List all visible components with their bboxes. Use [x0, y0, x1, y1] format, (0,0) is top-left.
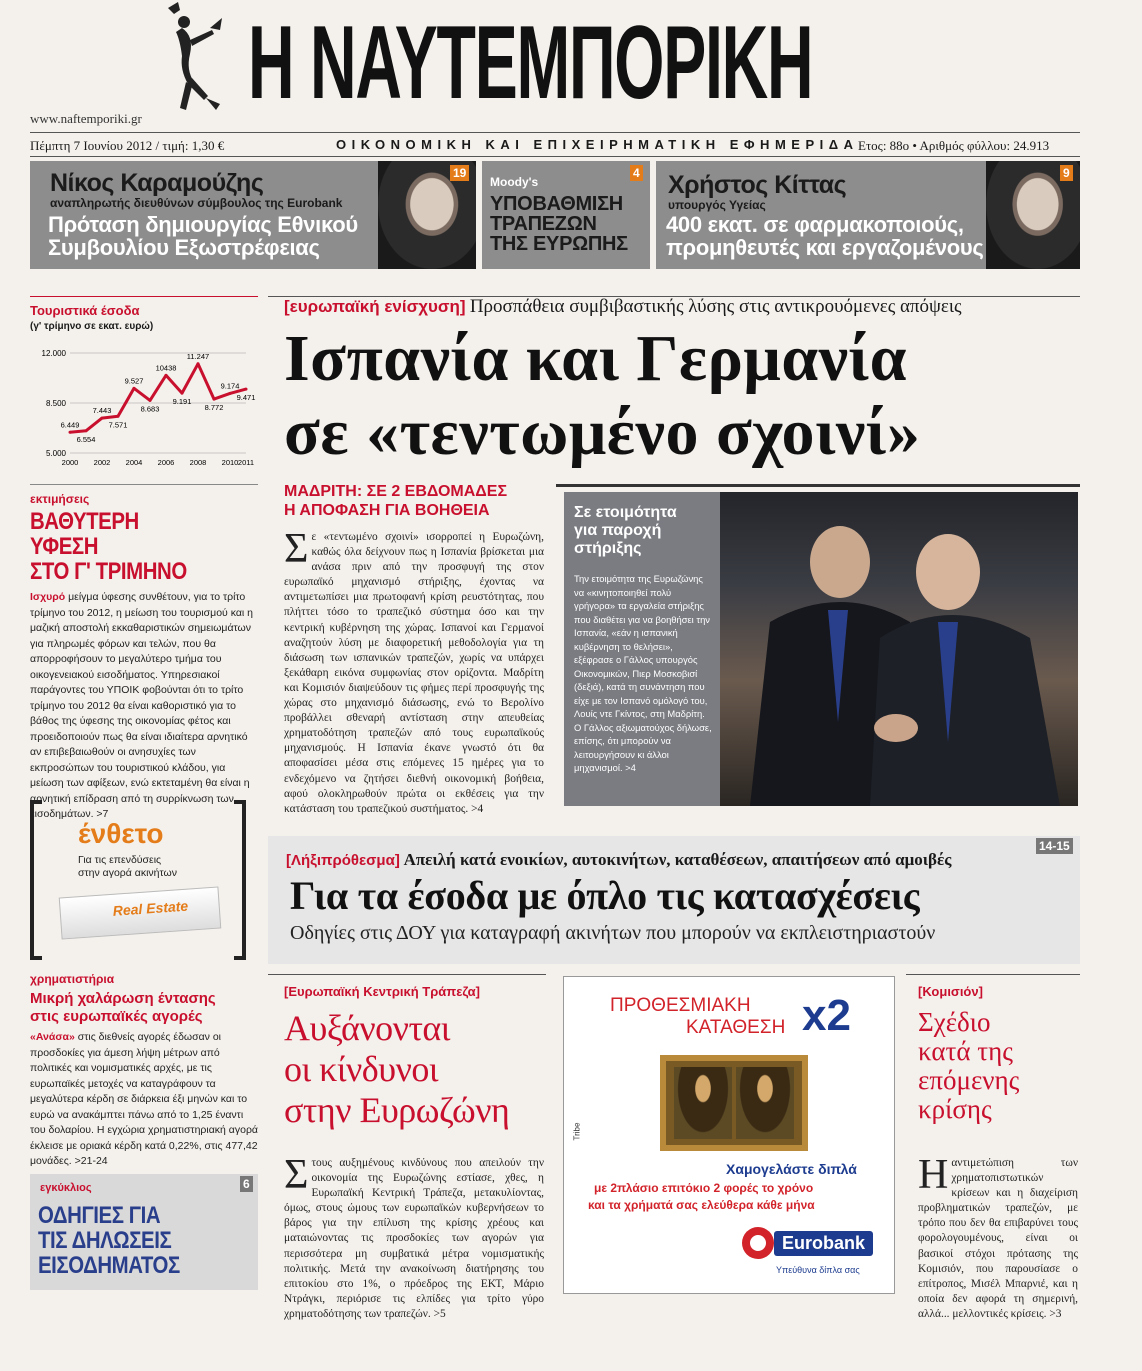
chart-x-tick: 2000	[61, 458, 79, 467]
commission-top-rule	[906, 974, 1080, 975]
teaser-name: Χρήστος Κίττας	[668, 171, 847, 199]
chart-y-tick: 8.500	[45, 399, 66, 408]
photo-top-rule	[556, 484, 1080, 487]
left-headline-line[interactable]: ΒΑΘΥΤΕΡΗ	[30, 508, 139, 535]
photo-figures	[720, 492, 1078, 806]
page-tag: 9	[1060, 165, 1073, 181]
chart-point	[165, 374, 168, 377]
main-headline-line[interactable]: Ισπανία και Γερμανία	[284, 322, 907, 395]
chart-point	[85, 429, 88, 432]
article-text: ε «τεντωμένο σχοινί» ισορροπεί η Ευρωζώνη, καθώς όλα δείχνουν πως η Ισπανία βρίσκεται μια ανάσα πριν από την προσφυγή της στον ευρωπαϊκό μηχανισμό στήριξης, έχοντας να αντιμετωπίσει μια πρωτοφανή κρίση ρευστότητας, που πλήττει τόσο το τραπεζικό σύστημα όσο και την κεντρική κυβέρνηση της χώρας. Ισπανοί και Γερμανοί αναζητούν λύση με διαφορετική μεθοδολογία για τη διάσωση των ισπανικών τραπεζών, χωρίς να υπάρχει ξεκάθαρη εικόνα συμφωνίας στον ορίζοντα. Μαδρίτη και Κομισιόν διαψεύδουν τις φήμες περί προσφυγής της χώρας στο μηχανισμό διάσωσης, ενώ το Βερολίνο προβάλλει σθεναρή αντίσταση στην απευθείας χρηματοδότηση τραπεζών από τους ευρωπαϊκούς μηχανισμούς. Η Ισπανία έκανε γνωστό ότι θα αποφασίσει μέσα στις επόμενες 15 ημέρες για το ενδεχόμενο να ζητήσει διεθνή οικονομική βοήθεια, αφού ολοκληρωθούν πρώτα οι εκθέσεις για την κατάσταση του τραπεζικού συστήματος. >4	[284, 531, 544, 815]
dropcap: Σ	[284, 526, 309, 572]
chart-point	[181, 392, 184, 395]
lead-word: Ισχυρό	[30, 591, 66, 603]
photo-caption-box	[564, 492, 720, 806]
eurobank-logo-icon	[742, 1227, 774, 1259]
article-text: τους αυξημένους κινδύνους που απειλούν την οικονομία της Ευρωζώνης εστίασε, χθες, η Ευρωπαϊκή Κεντρική Τράπεζα, μετακυλίοντας, όμως, στους ώμους των ευρωπαϊκών κυβερνήσεων το βάρος για την επίλυση της κρίσης χρέους και ματαιώνοντας τις προσδοκίες των αγορών για περισσότερα μη συμβατικά μέτρα νομισματικής πολιτικής. Μετά την ανακοίνωση διατήρησης του επιτοκίου στο 1%, ο πρόεδρος της ΕΚΤ, Μάριο Ντράγκι, περιόρισε τις ελπίδες για τρίτο γύρο χρηματοδότησης των τραπεζών. >5	[284, 1157, 544, 1320]
ad-title-line: ΠΡΟΘΕΣΜΙΑΚΗ	[610, 995, 751, 1016]
chart-point	[101, 417, 104, 420]
left-headline-line[interactable]: στις ευρωπαϊκές αγορές	[30, 1008, 203, 1025]
mona-lisa-left-icon	[674, 1067, 732, 1139]
teaser-headline-line: προμηθευτές και εργαζομένους	[666, 235, 984, 260]
chart-data-label: 8.683	[140, 404, 160, 414]
teaser-headline-line: ΤΡΑΠΕΖΩΝ	[490, 213, 597, 235]
eurobank-ad[interactable]	[563, 976, 895, 1294]
chart-title: Τουριστικά έσοδα	[30, 303, 140, 318]
ecb-headline-line[interactable]: στην Ευρωζώνη	[284, 1090, 510, 1130]
page-tag: 14-15	[1036, 838, 1073, 854]
ad-brand: Eurobank	[774, 1231, 873, 1256]
caption-headline-line: Σε ετοιμότητα	[574, 504, 677, 521]
chart-plot	[30, 341, 258, 469]
chart-point	[117, 415, 120, 418]
article-text: μείγμα ύφεσης συνθέτουν, για το τρίτο τρίμηνο του 2012, η μείωση του τουρισμού και η μαζική αποστολή εκκαθαριστικών σημειωμάτων για πληρωμές φόρων και τελών, που θα απορροφήσουν το μεγαλύτερο τμήμα του οικογενειακού εισοδήματος. Υπηρεσιακοί παράγοντες του ΥΠΟΙΚ φοβούνται ότι το τρίτο τρίμηνο του 2012 θα είναι καθοριστικό για το βάθος της ύφεσης της οικονομίας φέτος και προειδοποιούν πως θα είναι ιδιαίτερα αρνητικό αν επιβεβαιωθούν οι ανησυχίες των εκπροσώπων του τουριστικού κλάδου, για μείωση των αφίξεων, ενώ εκτεταμένη θα είναι η αρνητική επίδραση από τη συρρίκνωση των εισοδημάτων. >7	[30, 591, 253, 820]
main-deck-line	[284, 296, 962, 318]
chart-point	[213, 398, 216, 401]
lead-word: «Ανάσα»	[30, 1031, 75, 1043]
band-headline[interactable]: Για τα έσοδα με όπλο τις κατασχέσεις	[290, 873, 920, 918]
main-subhead: Η ΑΠΟΦΑΣΗ ΓΙΑ ΒΟΗΘΕΙΑ	[284, 502, 490, 519]
ad-title-line: ΚΑΤΑΘΕΣΗ	[686, 1017, 786, 1038]
chart-data-label: 6.554	[76, 434, 96, 444]
ecb-headline-line[interactable]: Αυξάνονται	[284, 1008, 450, 1048]
insert-title: ένθετο	[78, 818, 164, 849]
chart-data-label: 6.449	[60, 420, 80, 430]
chart-y-tick: 12.000	[41, 349, 66, 358]
chart-point	[149, 399, 152, 402]
main-article-body	[284, 526, 544, 815]
chart-x-tick: 2011	[237, 458, 255, 467]
left-article-body	[30, 1030, 260, 1170]
left-article-body	[30, 590, 258, 823]
ministers-handshake-photo[interactable]	[720, 492, 1078, 806]
ad-line: με 2πλάσιο επιτόκιο 2 φορές το χρόνο	[594, 1181, 814, 1195]
dropcap: Η	[918, 1152, 949, 1198]
left-headline-line[interactable]: ΣΤΟ Γ' ΤΡΙΜΗΝΟ	[30, 558, 187, 585]
main-subhead: ΜΑΔΡΙΤΗ: ΣΕ 2 ΕΒΔΟΜΑΔΕΣ	[284, 483, 508, 500]
hermes-logo-icon	[150, 0, 242, 118]
chart-point	[69, 431, 72, 434]
teaser-kicker: Moody's	[490, 175, 539, 189]
band-subhead: Οδηγίες στις ΔΟΥ για καταγραφή ακινήτων που μπορούν να εκπλειστηριαστούν	[290, 922, 936, 944]
divider	[30, 484, 258, 485]
band-deck: Απειλή κατά ενοικίων, αυτοκινήτων, καταθέσεων, απαιτήσεων από αμοιβές	[403, 850, 952, 869]
commission-article-body	[918, 1152, 1078, 1320]
main-kicker: [ευρωπαϊκή ενίσχυση]	[284, 297, 466, 316]
teaser-karamouzis[interactable]	[30, 161, 476, 269]
left-headline-line[interactable]: ΥΦΕΣΗ	[30, 533, 99, 560]
ad-slogan: Χαμογελάστε διπλά	[726, 1161, 857, 1177]
chart-point	[197, 362, 200, 365]
insert-box[interactable]	[30, 800, 246, 960]
commission-headline-line[interactable]: επόμενης	[918, 1065, 1020, 1095]
ecb-kicker: [Ευρωπαϊκή Κεντρική Τράπεζα]	[284, 984, 480, 999]
left-headline-line[interactable]: Μικρή χαλάρωση έντασης	[30, 990, 216, 1007]
ad-line: και τα χρήματά σας ελεύθερα κάθε μήνα	[588, 1198, 815, 1212]
band-deck-line	[286, 850, 951, 870]
article-text: αντιμετώπιση των χρηματοπιστωτικών κρίσεων και η διαχείριση προβληματικών τραπεζών, με τρόπο που δεν θα επιβαρύνει τους φορολογουμένους, είναι οι βασικοί στόχοι πρότασης της Κομισιόν, που παρουσίασε ο επίτροπος, Μισέλ Μπαρνιέ, και η οποία δεν αφορά τη σημερινή, αλλά... μελλοντικές κρίσεις. >3	[918, 1157, 1078, 1320]
page-tag: 6	[240, 1176, 253, 1192]
tagline: ΟΙΚΟΝΟΜΙΚΗ ΚΑΙ ΕΠΙΧΕΙΡΗΜΑΤΙΚΗ ΕΦΗΜΕΡΙΔΑ	[336, 137, 859, 152]
issue-number: Ετος: 88ο • Αριθμός φύλλου: 24.913	[858, 138, 1050, 153]
band-kicker: [Λήξιπρόθεσμα]	[286, 852, 400, 869]
chart-data-label: 9.174	[220, 381, 240, 391]
chart-x-tick: 2010	[221, 458, 239, 467]
chart-x-tick: 2002	[93, 458, 111, 467]
ecb-top-rule	[268, 974, 546, 975]
article-text: στις διεθνείς αγορές έδωσαν οι προσδοκίες για άμεση λήψη μέτρων από πολιτικές και νομισματικές αρχές, με τις ευρωπαϊκές μετοχές να καταγράφουν τα μεγαλύτερα κέρδη σε διάρκεια έξι μηνών και το ευρώ να ανακάμπτει πάνω από το 1,25 έναντι του δολαρίου. Η εγχώρια χρηματιστηριακή αγορά έκλεισε με οριακά κέρδη κατά 0,22%, στις 477,42 μονάδες. >21-24	[30, 1031, 258, 1167]
teaser-kittas[interactable]	[656, 161, 1080, 269]
rolled-newspaper	[59, 886, 222, 939]
commission-headline-line[interactable]: κρίσης	[918, 1094, 992, 1124]
ecb-headline-line[interactable]: οι κίνδυνοι	[284, 1049, 439, 1089]
left-headline-line: ΕΙΣΟΔΗΜΑΤΟΣ	[38, 1252, 180, 1279]
dateline: Πέμπτη 7 Ιουνίου 2012 / τιμή: 1,30 €	[30, 138, 225, 153]
section-kicker: εγκύκλιος	[40, 1182, 92, 1194]
chart-point	[245, 388, 248, 391]
chart-point	[133, 387, 136, 390]
insert-text: Για τις επενδύσεις	[78, 854, 162, 866]
commission-headline-line[interactable]: Σχέδιο	[918, 1007, 991, 1037]
chart-subtitle: (γ' τρίμηνο σε εκατ. ευρώ)	[30, 321, 154, 332]
section-kicker: χρηματιστήρια	[30, 972, 115, 986]
masthead-rule	[30, 132, 1080, 133]
circular-box[interactable]	[30, 1174, 258, 1290]
bracket-right	[234, 800, 246, 960]
commission-kicker: [Κομισιόν]	[918, 984, 983, 999]
masthead-rule-bottom	[30, 156, 1080, 157]
insert-paper-title: Real Estate	[112, 897, 189, 919]
main-headline-line[interactable]: σε «τεντωμένο σχοινί»	[284, 396, 921, 469]
teaser-headline-line: 400 εκατ. σε φαρμακοποιούς,	[666, 212, 964, 237]
left-headline-line: ΟΔΗΓΙΕΣ ΓΙΑ	[38, 1202, 161, 1229]
teaser-role: υπουργός Υγείας	[668, 198, 766, 212]
teaser-headline-line: ΥΠΟΒΑΘΜΙΣΗ	[490, 193, 623, 215]
site-url[interactable]: www.naftemporiki.gr	[30, 111, 142, 126]
chart-data-label: 9.527	[124, 376, 144, 386]
bracket-left	[30, 800, 42, 960]
chart-data-label: 9.471	[236, 393, 256, 403]
teaser-name: Νίκος Καραμούζης	[50, 169, 264, 197]
caption-text: Την ετοιμότητα της Ευρωζώνης να «κινητοποιηθεί πολύ γρήγορα» τα εργαλεία στήριξης που διαθέτει για να βοηθήσει την Ισπανία, «εάν η ισπανική κυβέρνηση το θελήσει», εξέφρασε ο Γάλλος υπουργός Οικονομικών, Πιερ Μοσκοβισί (δεξιά), κατά τη συνάντηση που είχε με τον Ισπανό ομόλογό του, Λουίς ντε Γκίντος, στη Μαδρίτη. Ο Γάλλος αξιωματούχος δήλωσε, επίσης, ότι μπορούν να λειτουργήσουν κι άλλοι μηχανισμοί. >4	[574, 573, 712, 773]
chart-x-tick: 2006	[157, 458, 175, 467]
chart-data-label: 9.191	[172, 397, 192, 407]
chart-point	[229, 392, 232, 395]
chart-x-tick: 2004	[125, 458, 143, 467]
ad-multiplier: x2	[802, 991, 851, 1040]
seizures-band[interactable]	[268, 836, 1080, 964]
chart-data-label: 8.772	[204, 403, 224, 413]
teaser-role: αναπληρωτής διευθύνων σύμβουλος της Eurobank	[50, 196, 343, 210]
dropcap: Σ	[284, 1152, 309, 1198]
ad-agency: Tribe	[572, 1122, 582, 1141]
section-kicker: εκτιμήσεις	[30, 492, 90, 506]
teaser-moodys[interactable]	[482, 161, 650, 269]
page-tag: 19	[450, 165, 469, 181]
page-tag: 4	[630, 165, 643, 181]
chart-data-label: 7.571	[108, 420, 128, 430]
tourism-revenue-chart	[30, 297, 258, 479]
insert-text: στην αγορά ακινήτων	[78, 867, 177, 879]
caption-headline-line: για παροχή	[574, 522, 662, 539]
chart-series-line	[70, 364, 246, 433]
mona-lisa-frame	[660, 1055, 808, 1151]
masthead-title: Η ΝΑΥΤΕΜΠΟΡΙΚΗ	[248, 5, 813, 121]
teaser-headline-line: ΤΗΣ ΕΥΡΩΠΗΣ	[490, 233, 628, 255]
teaser-headline-line: Πρόταση δημιουργίας Εθνικού	[48, 212, 358, 237]
commission-headline-line[interactable]: κατά της	[918, 1036, 1013, 1066]
ad-brand-tag: Υπεύθυνα δίπλα σας	[776, 1265, 860, 1275]
mona-lisa-right-icon	[736, 1067, 794, 1139]
teaser-headline-line: Συμβουλίου Εξωστρέφειας	[48, 235, 320, 260]
caption-headline-line: στήριξης	[574, 540, 642, 557]
left-headline-line: ΤΙΣ ΔΗΛΩΣΕΙΣ	[38, 1227, 172, 1254]
chart-data-label: 10438	[155, 363, 177, 373]
ecb-article-body	[284, 1152, 544, 1320]
chart-data-label: 11.247	[186, 351, 210, 361]
chart-data-label: 7.443	[92, 406, 112, 416]
chart-x-tick: 2008	[189, 458, 207, 467]
main-deck: Προσπάθεια συμβιβαστικής λύσης στις αντικρουόμενες απόψεις	[469, 296, 962, 317]
chart-y-tick: 5.000	[45, 449, 66, 458]
